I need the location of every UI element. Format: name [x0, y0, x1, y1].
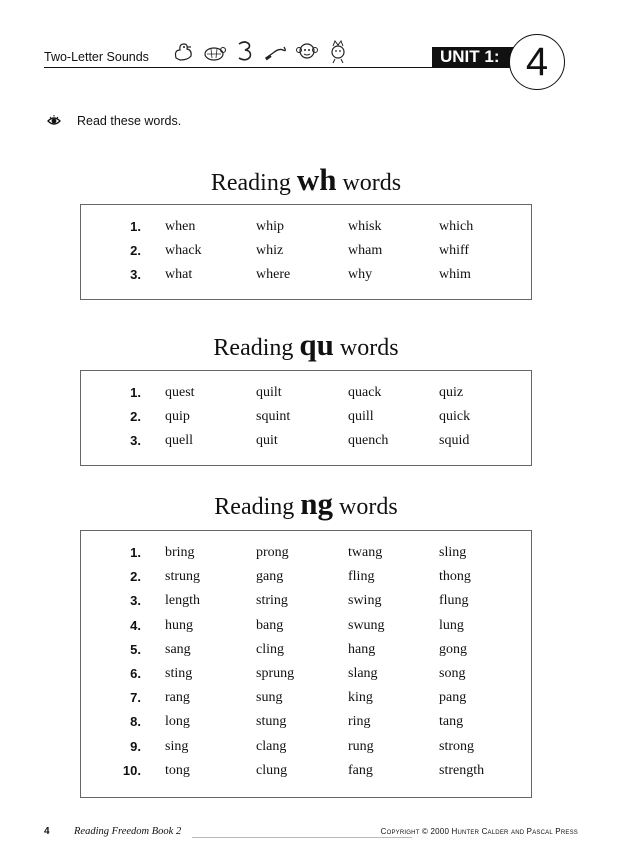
word: stung	[256, 714, 287, 730]
word: quest	[165, 385, 195, 400]
title-suffix: words	[339, 494, 398, 520]
footer-rule	[192, 837, 412, 838]
word: king	[348, 690, 373, 706]
word-row	[81, 219, 531, 243]
monkey-icon	[294, 38, 320, 64]
word: squint	[256, 409, 291, 424]
word-row	[81, 545, 531, 569]
row-number: 3.	[130, 433, 141, 448]
row-number: 1.	[130, 385, 141, 400]
word: rung	[348, 738, 374, 754]
word: quit	[256, 433, 278, 448]
word: hung	[165, 617, 193, 633]
word: bring	[165, 545, 195, 560]
word-box-wh	[80, 204, 532, 300]
word: quick	[439, 409, 471, 424]
word-row	[81, 642, 531, 666]
word: sprung	[256, 666, 295, 681]
word-box-qu	[80, 370, 532, 466]
word: cling	[256, 641, 284, 657]
word: thong	[439, 569, 471, 585]
word: fang	[348, 762, 373, 778]
word-row	[81, 739, 531, 763]
instruction-text: Read these words.	[77, 114, 182, 128]
title-prefix: Reading	[210, 170, 291, 196]
word: squid	[439, 433, 470, 448]
word-row	[81, 433, 531, 457]
word: strong	[439, 738, 474, 754]
word: strung	[165, 569, 200, 585]
word-row	[81, 243, 531, 267]
row-number: 6.	[130, 666, 141, 681]
word-row	[81, 763, 531, 787]
eye-icon	[47, 114, 61, 128]
word: swung	[348, 617, 385, 633]
row-number: 9.	[130, 738, 141, 754]
word-row	[81, 690, 531, 714]
word: long	[165, 714, 190, 730]
word: when	[165, 219, 196, 234]
unit-label: UNIT 1:	[432, 47, 522, 67]
word-row	[81, 267, 531, 291]
word-box-ng	[80, 530, 532, 798]
row-number: 2.	[130, 569, 141, 585]
word: quill	[348, 409, 374, 424]
unit-number-badge: 4	[509, 34, 565, 90]
section-title-qu	[80, 327, 532, 363]
title-suffix: words	[339, 335, 399, 361]
word: fling	[348, 569, 375, 585]
row-number: 1.	[130, 219, 141, 234]
word-row	[81, 666, 531, 690]
word: whiz	[256, 243, 284, 258]
word: why	[348, 267, 373, 282]
word: which	[439, 219, 474, 234]
word: clung	[256, 762, 288, 778]
word: tang	[439, 714, 464, 730]
header-title: Two-Letter Sounds	[44, 50, 149, 64]
number-three-icon	[232, 38, 258, 64]
word: whip	[256, 219, 284, 234]
word: sting	[165, 666, 193, 681]
row-number: 2.	[130, 409, 141, 424]
header-icon-strip	[170, 38, 351, 66]
duck-icon	[170, 38, 196, 64]
word: rang	[165, 690, 190, 706]
word: song	[439, 666, 466, 681]
word: quilt	[256, 385, 282, 400]
word: whiff	[439, 243, 470, 258]
page-header	[44, 34, 564, 94]
word: gong	[439, 641, 467, 657]
row-number: 3.	[130, 593, 141, 609]
word: clang	[256, 738, 287, 754]
page-footer	[44, 826, 580, 840]
word: what	[165, 267, 193, 282]
word: bang	[256, 617, 284, 633]
word-row	[81, 569, 531, 593]
word: prong	[256, 545, 289, 560]
word: swing	[348, 593, 382, 609]
word-row	[81, 385, 531, 409]
page-number: 4	[44, 826, 50, 837]
turtle-icon	[201, 38, 227, 64]
word-row	[81, 593, 531, 617]
section-title-ng	[80, 486, 532, 522]
row-number: 5.	[130, 641, 141, 657]
word: quiz	[439, 385, 464, 400]
word: twang	[348, 545, 383, 560]
character-icon	[325, 38, 351, 64]
word: where	[256, 267, 291, 282]
title-suffix: words	[342, 170, 402, 196]
header-rule	[44, 67, 524, 68]
row-number: 2.	[130, 243, 141, 258]
word: gang	[256, 569, 284, 585]
word: sang	[165, 641, 191, 657]
title-letters: qu	[299, 327, 334, 362]
copyright: Copyright © 2000 Hunter Calder and Pascal Press	[380, 827, 578, 836]
word: string	[256, 593, 288, 609]
row-number: 3.	[130, 267, 141, 282]
word: sung	[256, 690, 283, 706]
word: whisk	[348, 219, 382, 234]
word: quench	[348, 433, 389, 448]
word: wham	[348, 243, 383, 258]
book-title: Reading Freedom Book 2	[74, 826, 182, 837]
whip-icon	[263, 38, 289, 64]
word: quack	[348, 385, 382, 400]
row-number: 4.	[130, 617, 141, 633]
row-number: 7.	[130, 690, 141, 706]
section-title-wh	[80, 162, 532, 198]
word-row	[81, 714, 531, 738]
title-prefix: Reading	[213, 335, 294, 361]
word-row	[81, 618, 531, 642]
word: flung	[439, 593, 469, 609]
title-prefix: Reading	[214, 494, 295, 520]
word: sing	[165, 738, 189, 754]
word: length	[165, 593, 200, 609]
title-letters: ng	[300, 486, 334, 521]
word: ring	[348, 714, 371, 730]
word: strength	[439, 762, 485, 778]
word: quip	[165, 409, 190, 424]
word: lung	[439, 617, 464, 633]
row-number: 1.	[130, 545, 141, 560]
word-row	[81, 409, 531, 433]
word: hang	[348, 641, 376, 657]
row-number: 10.	[122, 762, 141, 778]
word: quell	[165, 433, 193, 448]
row-number: 8.	[130, 714, 141, 730]
word: sling	[439, 545, 467, 560]
word: tong	[165, 762, 190, 778]
word: pang	[439, 690, 467, 706]
title-letters: wh	[296, 162, 337, 197]
instruction	[47, 114, 181, 128]
word: slang	[348, 666, 378, 681]
word: whim	[439, 267, 471, 282]
word: whack	[165, 243, 202, 258]
